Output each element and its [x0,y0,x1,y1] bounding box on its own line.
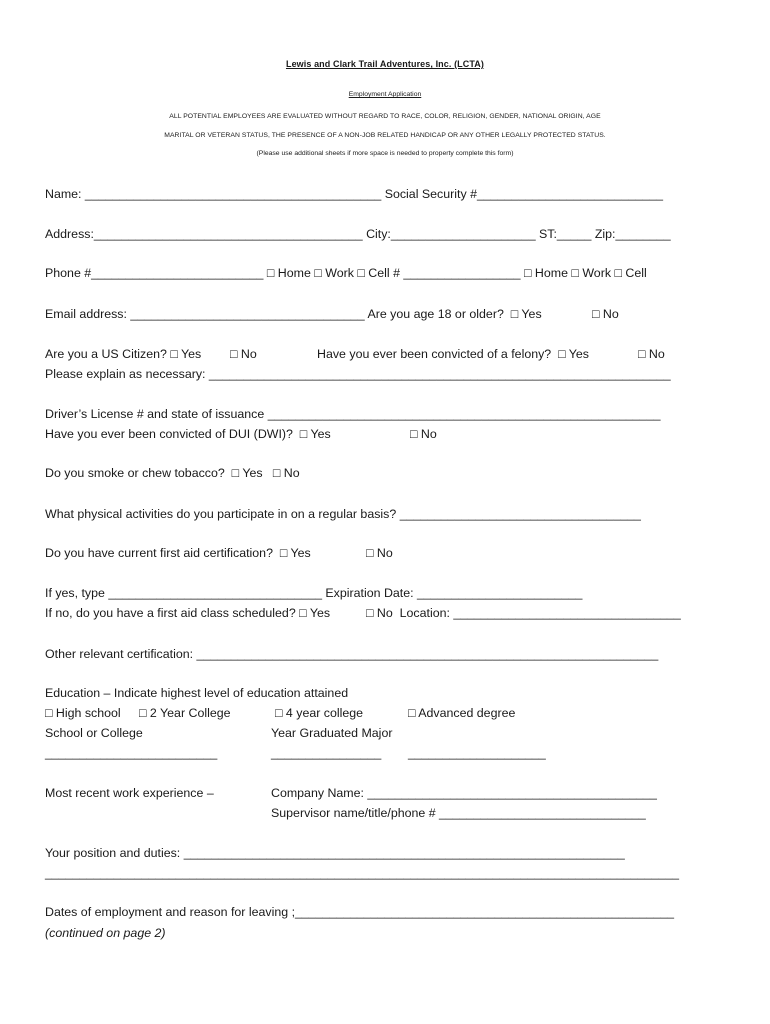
age-no-checkbox[interactable]: □ No [592,307,619,321]
drivers-license-field[interactable]: Driver’s License # and state of issuance _________________________________________________________ [45,407,661,421]
major-field[interactable]: ____________________ [408,746,546,760]
physical-activities-field[interactable]: What physical activities do you participate in on a regular basis? ___________________________________ [45,507,641,521]
felony-yes-checkbox[interactable]: Have you ever been convicted of a felony? □ Yes [317,347,589,361]
supervisor-field[interactable]: Supervisor name/title/phone # ______________________________ [271,806,646,820]
education-heading: Education – Indicate highest level of education attained [45,686,349,700]
edu-2yr-college-checkbox[interactable]: □ 2 Year College [139,706,231,720]
name-ssn-field[interactable]: Name: ___________________________________________ Social Security #___________________________ [45,187,664,201]
edu-4yr-college-checkbox[interactable]: □ 4 year college [275,706,364,720]
position-duties-continued-field[interactable]: ____________________________________________________________________________________________ [45,866,679,880]
phone-field[interactable]: Phone #_________________________ □ Home □ Work □ Cell # _________________ □ Home □ Work □ Cell [45,266,647,280]
dui-no-checkbox[interactable]: □ No [410,427,437,441]
us-citizen-yes-checkbox[interactable]: Are you a US Citizen? □ Yes [45,347,202,361]
eeo-statement-line-2: MARITAL OR VETERAN STATUS, THE PRESENCE OF A NON-JOB RELATED HANDICAP OR ANY OTHER LEGALLY PROTECTED STATUS. [164,132,606,139]
first-aid-class-yes-checkbox[interactable]: If no, do you have a first aid class scheduled? □ Yes [45,606,331,620]
edu-advanced-degree-checkbox[interactable]: □ Advanced degree [408,706,516,720]
year-major-label: Year Graduated Major [271,726,393,740]
first-aid-type-expiration-field[interactable]: If yes, type _______________________________ Expiration Date: ________________________ [45,586,583,600]
page-title: Lewis and Clark Trail Adventures, Inc. (LCTA) [285,59,485,69]
work-experience-label: Most recent work experience – [45,786,214,800]
dui-yes-checkbox[interactable]: Have you ever been convicted of DUI (DWI)? □ Yes [45,427,331,441]
edu-high-school-checkbox[interactable]: □ High school [45,706,121,720]
address-field[interactable]: Address:_______________________________________ City:_____________________ ST:_____ Zip:________ [45,227,671,241]
us-citizen-no-checkbox[interactable]: □ No [230,347,257,361]
company-name-field[interactable]: Company Name: __________________________________________ [271,786,657,800]
position-duties-field[interactable]: Your position and duties: ________________________________________________________________ [45,846,625,860]
first-aid-yes-checkbox[interactable]: Do you have current first aid certification? □ Yes [45,546,311,560]
employment-dates-field[interactable]: Dates of employment and reason for leaving ;_______________________________________________________ [45,905,675,919]
first-aid-no-checkbox[interactable]: □ No [366,546,393,560]
felony-no-checkbox[interactable]: □ No [638,347,665,361]
year-graduated-field[interactable]: ________________ [271,746,382,760]
first-aid-class-location-field[interactable]: □ No Location: _________________________________ [366,606,681,620]
eeo-statement-line-1: ALL POTENTIAL EMPLOYEES ARE EVALUATED WITHOUT REGARD TO RACE, COLOR, RELIGION, GENDER, NATIONAL ORIGIN, AGE [169,113,601,120]
page-subtitle: Employment Application [348,91,422,98]
email-age-field[interactable]: Email address: __________________________________ Are you age 18 or older? □ Yes [45,307,542,321]
school-label: School or College [45,726,143,740]
other-certification-field[interactable]: Other relevant certification: ___________________________________________________________________ [45,647,659,661]
school-field[interactable]: _________________________ [45,746,218,760]
explain-field[interactable]: Please explain as necessary: ___________________________________________________________________ [45,367,671,381]
instructions-note: (Please use additional sheets if more space is needed to property complete this form) [256,150,514,157]
continued-note: (continued on page 2) [45,926,166,940]
tobacco-field[interactable]: Do you smoke or chew tobacco? □ Yes □ No [45,466,300,480]
